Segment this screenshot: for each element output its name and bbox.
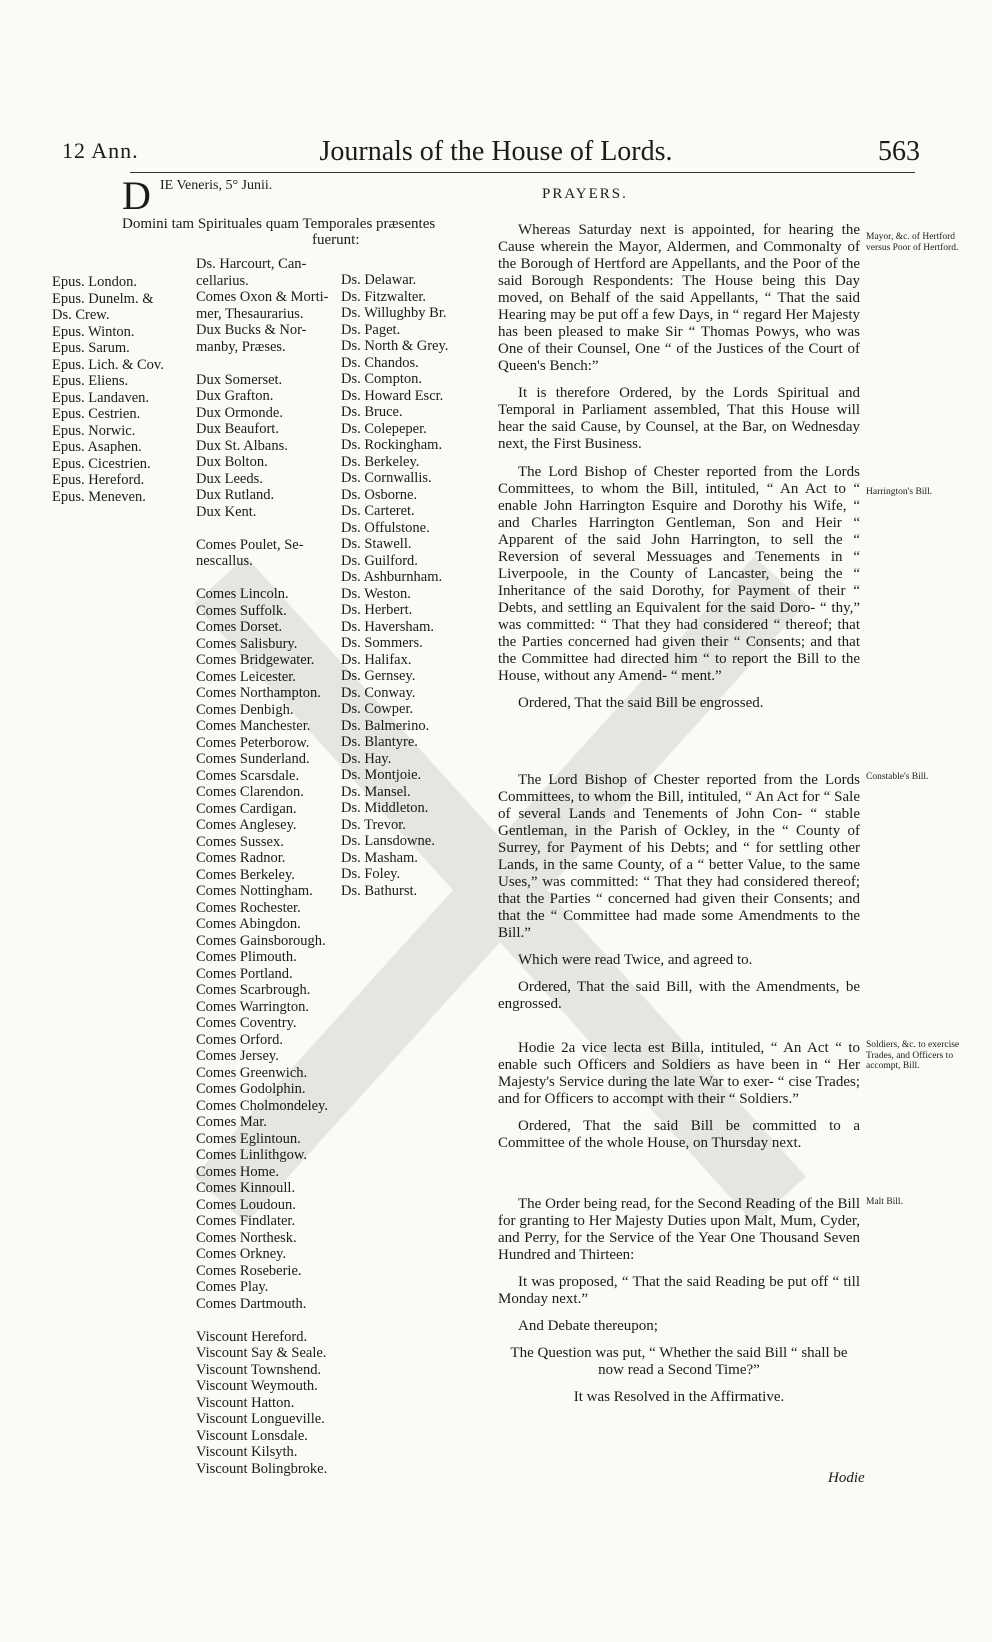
lord-entry: Comes Portland. — [196, 965, 293, 982]
lord-entry: Ds. Middleton. — [341, 800, 429, 816]
lord-entry: Comes Abingdon. — [196, 916, 301, 932]
lord-entry: Comes Cholmondeley. — [196, 1097, 328, 1114]
domini-heading: Domini tam Spirituales quam Temporales præsentes — [122, 216, 436, 232]
lord-entry: Comes Anglesey. — [196, 817, 297, 833]
lord-entry: manby, Præses. — [196, 338, 286, 355]
lord-entry: Comes Sunderland. — [196, 751, 310, 767]
lord-entry: Comes Findlater. — [196, 1213, 296, 1229]
lord-entry: Epus. Norwic. — [52, 422, 136, 439]
lord-entry: Ds. Haversham. — [341, 618, 435, 635]
lord-entry: Ds. Hay. — [341, 750, 392, 767]
harrington-paragraph — [498, 464, 860, 722]
lord-entry: Comes Cardigan. — [196, 800, 297, 817]
lord-entry: Ds. Guilford. — [341, 552, 418, 569]
lord-entry: nescallus. — [196, 553, 253, 569]
lord-entry: Ds. Herbert. — [341, 602, 413, 618]
lord-entry: Epus. Sarum. — [52, 340, 130, 356]
lord-entry: Comes Warrington. — [196, 998, 309, 1015]
lord-entry: Comes Salisbury. — [196, 635, 298, 652]
lord-entry: Dux Beaufort. — [196, 421, 279, 437]
lord-entry: Ds. Cowper. — [341, 701, 414, 717]
lord-entry: Epus. Lich. & Cov. — [52, 356, 164, 373]
lord-entry: Comes Linlithgow. — [196, 1147, 308, 1163]
prayers-heading: PRAYERS. — [542, 186, 628, 202]
lord-entry: Ds. Delawar. — [341, 272, 417, 288]
lord-entry: Ds. Cornwallis. — [341, 470, 432, 486]
lord-entry: Comes Sussex. — [196, 833, 284, 850]
para-1: Whereas Saturday next is appointed, for hearing the Cause wherein the Mayor, Aldermen, and Commonalty of the Borough of Hertford are Appellants, and the Poor of the said Borough Respondents: The House being this Day moved, on Behalf of the said Appellants, “ That the said Hearing may be put off a few Days, in “ regard Her Majesty has been pleased to make Sir “ Thomas Powys, who was One of their Counsel, One “ of the Justices of the Court of Queen's Bench:” — [498, 222, 860, 374]
lord-entry: Comes Radnor. — [196, 850, 286, 866]
lord-entry: Viscount Longueville. — [196, 1411, 325, 1427]
lord-entry: mer, Thesaurarius. — [196, 305, 304, 322]
lord-entry: Ds. Masham. — [341, 849, 418, 866]
lord-entry: Comes Godolphin. — [196, 1081, 306, 1097]
lord-entry: Epus. Dunelm. & — [52, 290, 154, 307]
lord-entry: Comes Scarsdale. — [196, 767, 300, 784]
lord-entry: Comes Kinnoull. — [196, 1180, 296, 1196]
lord-entry: Epus. Winton. — [52, 323, 135, 340]
lord-entry: Ds. North & Grey. — [341, 338, 449, 354]
soldiers-paragraph — [498, 1040, 860, 1162]
lord-entry: Viscount Bolingbroke. — [196, 1460, 328, 1477]
lord-entry: Ds. Stawell. — [341, 536, 412, 552]
lord-entry: Dux Bucks & Nor- — [196, 322, 307, 338]
lord-entry: Comes Suffolk. — [196, 602, 287, 619]
lord-entry: Comes Peterborow. — [196, 734, 310, 751]
lord-entry: Dux Bolton. — [196, 454, 268, 470]
lord-entry: Ds. Trevor. — [341, 816, 406, 833]
lord-entry: Epus. Eliens. — [52, 373, 129, 389]
lord-entry: Ds. Gernsey. — [341, 668, 416, 684]
lord-entry: cellarius. — [196, 272, 249, 289]
lord-entry: Dux St. Albans. — [196, 437, 288, 454]
lord-entry: Ds. Fitzwalter. — [341, 288, 426, 305]
margin-note-hertford: Mayor, &c. of Hertford versus Poor of Hertford. — [866, 232, 959, 253]
para-12: And Debate thereupon; — [518, 1318, 658, 1334]
lord-entry: Viscount Townshend. — [196, 1361, 322, 1378]
lord-entry: Ds. Willughby Br. — [341, 305, 447, 321]
lord-entry: Comes Jersey. — [196, 1048, 279, 1064]
margin-note-soldiers: Soldiers, &c. to exercise Trades, and Officers to accompt, Bill. — [866, 1040, 960, 1071]
constable-paragraph — [498, 772, 860, 1023]
date-line: IE Veneris, 5° Junii. — [160, 178, 273, 193]
lord-entry: Comes Denbigh. — [196, 701, 294, 718]
lord-entry: Ds. Paget. — [341, 321, 401, 338]
header-title: Journals of the House of Lords. — [319, 136, 673, 167]
lord-entry: Dux Ormonde. — [196, 404, 283, 421]
lord-entry: Epus. Hereford. — [52, 472, 145, 488]
lord-entry: Ds. Ashburnham. — [341, 569, 443, 585]
lord-entry: Ds. Foley. — [341, 866, 401, 882]
lord-entry: Ds. Crew. — [52, 307, 110, 323]
lord-entry: Ds. Bruce. — [341, 404, 403, 420]
lords-column-1 — [52, 274, 164, 505]
lord-entry: Epus. Cestrien. — [52, 406, 141, 422]
lord-entry: Comes Coventry. — [196, 1015, 297, 1031]
lord-entry — [196, 570, 329, 587]
fuerunt-line: fuerunt: — [312, 232, 360, 248]
para-8: Hodie 2a vice lecta est Billa, intituled, “ An Act “ to enable such Officers and Soldiers as have been in “ Her Majesty's Service during the late War to exer- “ cise Trades; and for Officers to accompt with their “ Soldiers.” — [498, 1040, 860, 1107]
lord-entry: Comes Roseberie. — [196, 1262, 302, 1279]
lord-entry: Comes Lincoln. — [196, 586, 289, 602]
lord-entry: Ds. Halifax. — [341, 651, 412, 668]
lord-entry: Comes Dorset. — [196, 619, 283, 635]
lord-entry: Viscount Hereford. — [196, 1328, 308, 1345]
drop-cap: D — [122, 173, 151, 218]
lord-entry: Ds. Chandos. — [341, 354, 419, 371]
lord-entry: Comes Loudoun. — [196, 1196, 296, 1213]
para-3: The Lord Bishop of Chester reported from the Lords Committees, to whom the Bill, intituled, “ An Act to “ enable John Harrington Esquire and Dorothy his Wife, “ and Charles Harrington Gentleman, Son and Heir “ Apparent of the said John Harrington, to sell the “ Reversion of several Messuages and Tenements in “ Liverpoole, in the County of Lancaster, being the “ Inheritance of the said Dorothy, for Payment of their “ Debts, and settling an Equivalent for the said Doro- “ thy,” was committed: “ That they had considered “ thereof; that the Parties concerned had given their “ Consents; and that the Committee had directed him “ to report the Bill to the House, without any Amend- “ ment.” — [498, 464, 860, 684]
lord-entry: Comes Poulet, Se- — [196, 536, 304, 553]
lord-entry: Ds. Balmerino. — [341, 717, 430, 734]
lord-entry: Ds. Sommers. — [341, 635, 423, 651]
lord-entry: Ds. Lansdowne. — [341, 833, 435, 849]
lord-entry: Viscount Weymouth. — [196, 1378, 318, 1394]
lord-entry: Ds. Harcourt, Can- — [196, 256, 307, 272]
lords-column-2 — [196, 256, 329, 1477]
lord-entry: Epus. Asaphen. — [52, 439, 142, 455]
lord-entry: Comes Manchester. — [196, 718, 311, 734]
lord-entry: Comes Gainsborough. — [196, 932, 326, 949]
lord-entry: Ds. Carteret. — [341, 503, 415, 519]
lord-entry — [196, 520, 329, 537]
lord-entry: Comes Eglintoun. — [196, 1130, 301, 1147]
lord-entry: Viscount Kilsyth. — [196, 1444, 298, 1460]
lord-entry: Comes Orford. — [196, 1031, 283, 1048]
lord-entry: Dux Leeds. — [196, 470, 263, 487]
lord-entry: Comes Clarendon. — [196, 784, 304, 800]
lord-entry: Comes Leicester. — [196, 668, 296, 685]
lord-entry: Comes Berkeley. — [196, 866, 295, 883]
lord-entry: Comes Greenwich. — [196, 1064, 308, 1081]
margin-note-constable: Constable's Bill. — [866, 772, 929, 782]
margin-note-malt: Malt Bill. — [866, 1197, 903, 1207]
lord-entry: Viscount Say & Seale. — [196, 1345, 327, 1361]
lord-entry: Ds. Offulstone. — [341, 519, 430, 536]
margin-note-harrington: Harrington's Bill. — [866, 487, 933, 497]
lord-entry: Dux Grafton. — [196, 388, 274, 404]
para-6: Which were read Twice, and agreed to. — [518, 952, 753, 968]
para-11: It was proposed, “ That the said Reading be put off “ till Monday next.” — [498, 1274, 860, 1307]
para-9: Ordered, That the said Bill be committed to a Committee of the whole House, on Thursday next. — [498, 1118, 860, 1151]
lord-entry: Comes Home. — [196, 1163, 279, 1180]
malt-paragraph — [498, 1196, 860, 1416]
lord-entry: Comes Plimouth. — [196, 949, 297, 965]
lord-entry: Comes Nottingham. — [196, 883, 313, 899]
catchword: Hodie — [828, 1470, 865, 1486]
lord-entry: Epus. Landaven. — [52, 389, 150, 406]
lord-entry: Ds. Montjoie. — [341, 767, 422, 783]
lord-entry — [196, 1312, 329, 1329]
lord-entry: Dux Kent. — [196, 503, 257, 520]
lord-entry: Ds. Bathurst. — [341, 882, 418, 899]
lord-entry: Comes Northesk. — [196, 1229, 297, 1246]
para-13: The Question was put, “ Whether the said Bill “ shall be now read a Second Time?” — [510, 1345, 848, 1378]
page-header — [0, 128, 992, 168]
lord-entry: Comes Mar. — [196, 1114, 267, 1130]
lord-entry: Dux Rutland. — [196, 487, 275, 503]
lord-entry: Comes Oxon & Morti- — [196, 289, 329, 305]
lord-entry — [196, 355, 329, 372]
lord-entry: Comes Play. — [196, 1279, 269, 1295]
lord-entry: Ds. Blantyre. — [341, 734, 418, 750]
lord-entry: Ds. Compton. — [341, 371, 422, 387]
lords-column-3 — [341, 272, 448, 899]
lord-entry: Epus. London. — [52, 274, 137, 290]
lord-entry: Viscount Lonsdale. — [196, 1427, 308, 1444]
para-2: It is therefore Ordered, by the Lords Spiritual and Temporal in Parliament assembled, That this House will hear the said Cause, by Counsel, at the Bar, on Wednesday next, the First Business. — [498, 385, 860, 452]
lord-entry: Comes Northampton. — [196, 685, 321, 701]
page-number: 563 — [878, 136, 920, 167]
lord-entry: Ds. Berkeley. — [341, 453, 420, 470]
hertford-paragraph — [498, 222, 860, 463]
lord-entry: Comes Orkney. — [196, 1246, 287, 1262]
para-14: It was Resolved in the Affirmative. — [573, 1389, 785, 1405]
lord-entry: Epus. Cicestrien. — [52, 455, 151, 472]
para-5: The Lord Bishop of Chester reported from the Lords Committees, to whom the Bill, intituled, “ An Act for “ Sale of several Lands and Tenements of John Con- “ stable Gentleman, in the Parish of Ockley, in the “ County of Surrey, for Payment of his Debts; and “ for settling other Lands, in the same County, of a “ better Value, to the same Uses,” was committed: “ That they had considered thereof; that the Parties “ concerned had given their Consents; and that the “ Committee had made some Amendments to the Bill.” — [498, 772, 860, 941]
lord-entry: Dux Somerset. — [196, 371, 283, 388]
lord-entry: Comes Dartmouth. — [196, 1295, 307, 1312]
lord-entry: Ds. Mansel. — [341, 783, 411, 800]
para-4: Ordered, That the said Bill be engrossed. — [518, 695, 764, 711]
lord-entry: Ds. Conway. — [341, 684, 416, 701]
lord-entry: Ds. Weston. — [341, 585, 411, 602]
lord-entry: Ds. Rockingham. — [341, 437, 443, 453]
lord-entry: Comes Scarbrough. — [196, 982, 311, 998]
para-10: The Order being read, for the Second Reading of the Bill for granting to Her Majesty Duties upon Malt, Mum, Cyder, and Perry, for the Service of the Year One Thousand Seven Hundred and Thirteen: — [498, 1196, 860, 1263]
lord-entry: Viscount Hatton. — [196, 1394, 295, 1411]
lord-entry: Ds. Howard Escr. — [341, 387, 444, 404]
header-rule — [130, 172, 915, 173]
lord-entry: Comes Rochester. — [196, 899, 301, 916]
lord-entry: Epus. Meneven. — [52, 488, 146, 505]
lord-entry: Comes Bridgewater. — [196, 652, 315, 668]
header-left: 12 Ann. — [62, 138, 139, 163]
para-7: Ordered, That the said Bill, with the Amendments, be engrossed. — [498, 979, 860, 1012]
lord-entry: Ds. Osborne. — [341, 486, 418, 503]
lord-entry: Ds. Colepeper. — [341, 420, 427, 437]
